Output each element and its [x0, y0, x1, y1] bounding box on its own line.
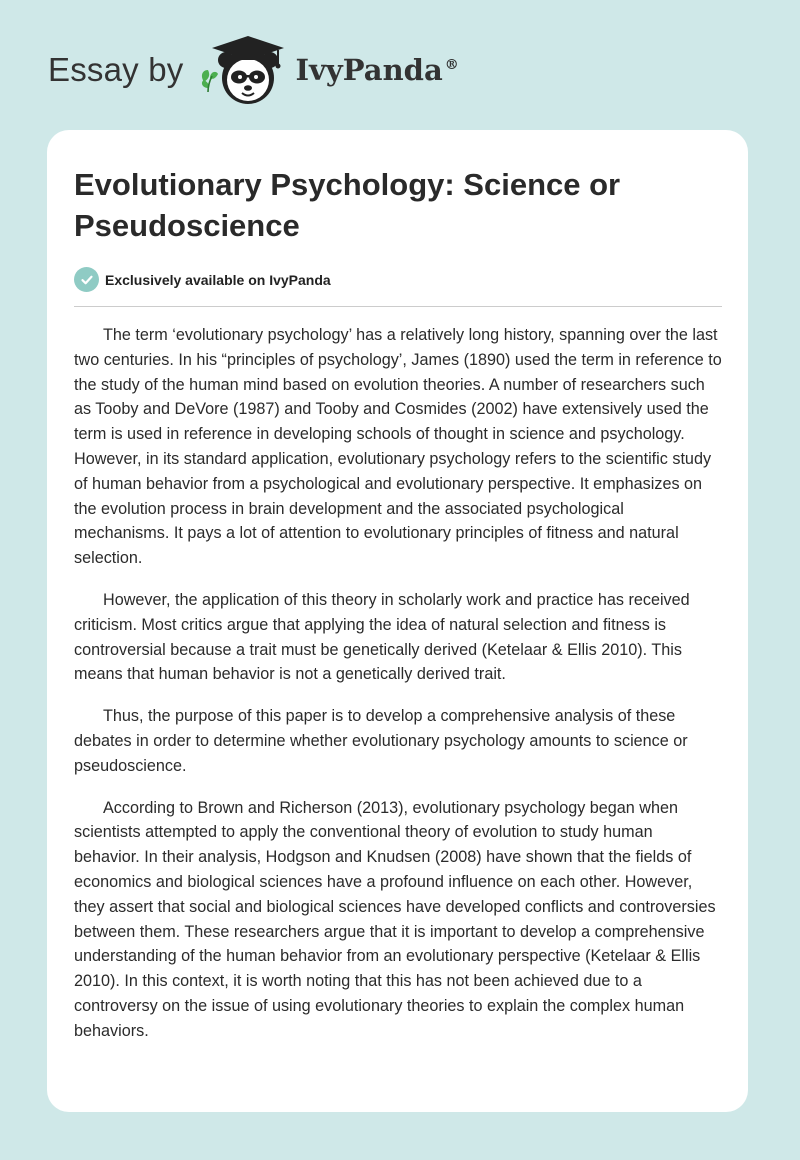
- paragraph: However, the application of this theory in scholarly work and practice has received criticism. Most critics argue that applying the idea of natural selection and fitness is controversial because a trait must be genetically derived (Ketelaar & Ellis 2010). This means that human behavior is not a genetically derived trait.: [74, 590, 690, 684]
- paragraph: According to Brown and Richerson (2013), evolutionary psychology began when scientists attempted to apply the conventional theory of evolution to study human behavior. In their analysis, Hodgson and Knudsen (2008) have shown that the fields of economics and biological sciences have a profound influence on each other. However, they assert that social and biological sciences have developed conflicts and controversies between them. These researchers argue that it is important to develop a comprehensive understanding of the human behavior from an evolutionary perspective (Ketelaar & Ellis 2010). In this context, it is worth noting that this has not been achieved due to a controversy on the issue of using evolutionary theories to explain the complex human behaviors.: [74, 798, 716, 1040]
- paragraph: The term ‘evolutionary psychology’ has a relatively long history, spanning over the last two centuries. In his “principles of psychology’, James (1890) used the term in reference to the study of the human mind based on evolution theories. A number of researchers such as Tooby and DeVore (1987) and Tooby and Cosmides (2002) have extensively used the term is used in reference in developing schools of thought in science and psychology. However, in its standard application, evolutionary psychology refers to the scientific study of human behavior from a psychological and evolutionary perspective. It emphasizes on the evolution process in brain development and the associated psychological mechanisms. It pays a lot of attention to evolutionary principles of fitness and natural selection.: [74, 326, 722, 568]
- panda-graduation-cap-icon[interactable]: [198, 30, 290, 110]
- essay-card: [47, 130, 748, 1112]
- page-title: Evolutionary Psychology: Science or Pseudoscience: [74, 167, 621, 243]
- exclusive-badge: [74, 267, 722, 307]
- brand-name[interactable]: [296, 53, 459, 87]
- exclusive-badge-text: Exclusively available on IvyPanda: [105, 271, 331, 288]
- registered-mark: ®: [444, 57, 459, 74]
- essay-body: [74, 323, 722, 1044]
- check-icon: [74, 267, 99, 292]
- site-header: [48, 30, 508, 110]
- paragraph: Thus, the purpose of this paper is to develop a comprehensive analysis of these debates in order to determine whether evolutionary psychology amounts to science or pseudoscience.: [74, 707, 688, 775]
- essay-by-label: Essay by: [48, 51, 184, 88]
- brand-text: IvyPanda: [295, 53, 443, 87]
